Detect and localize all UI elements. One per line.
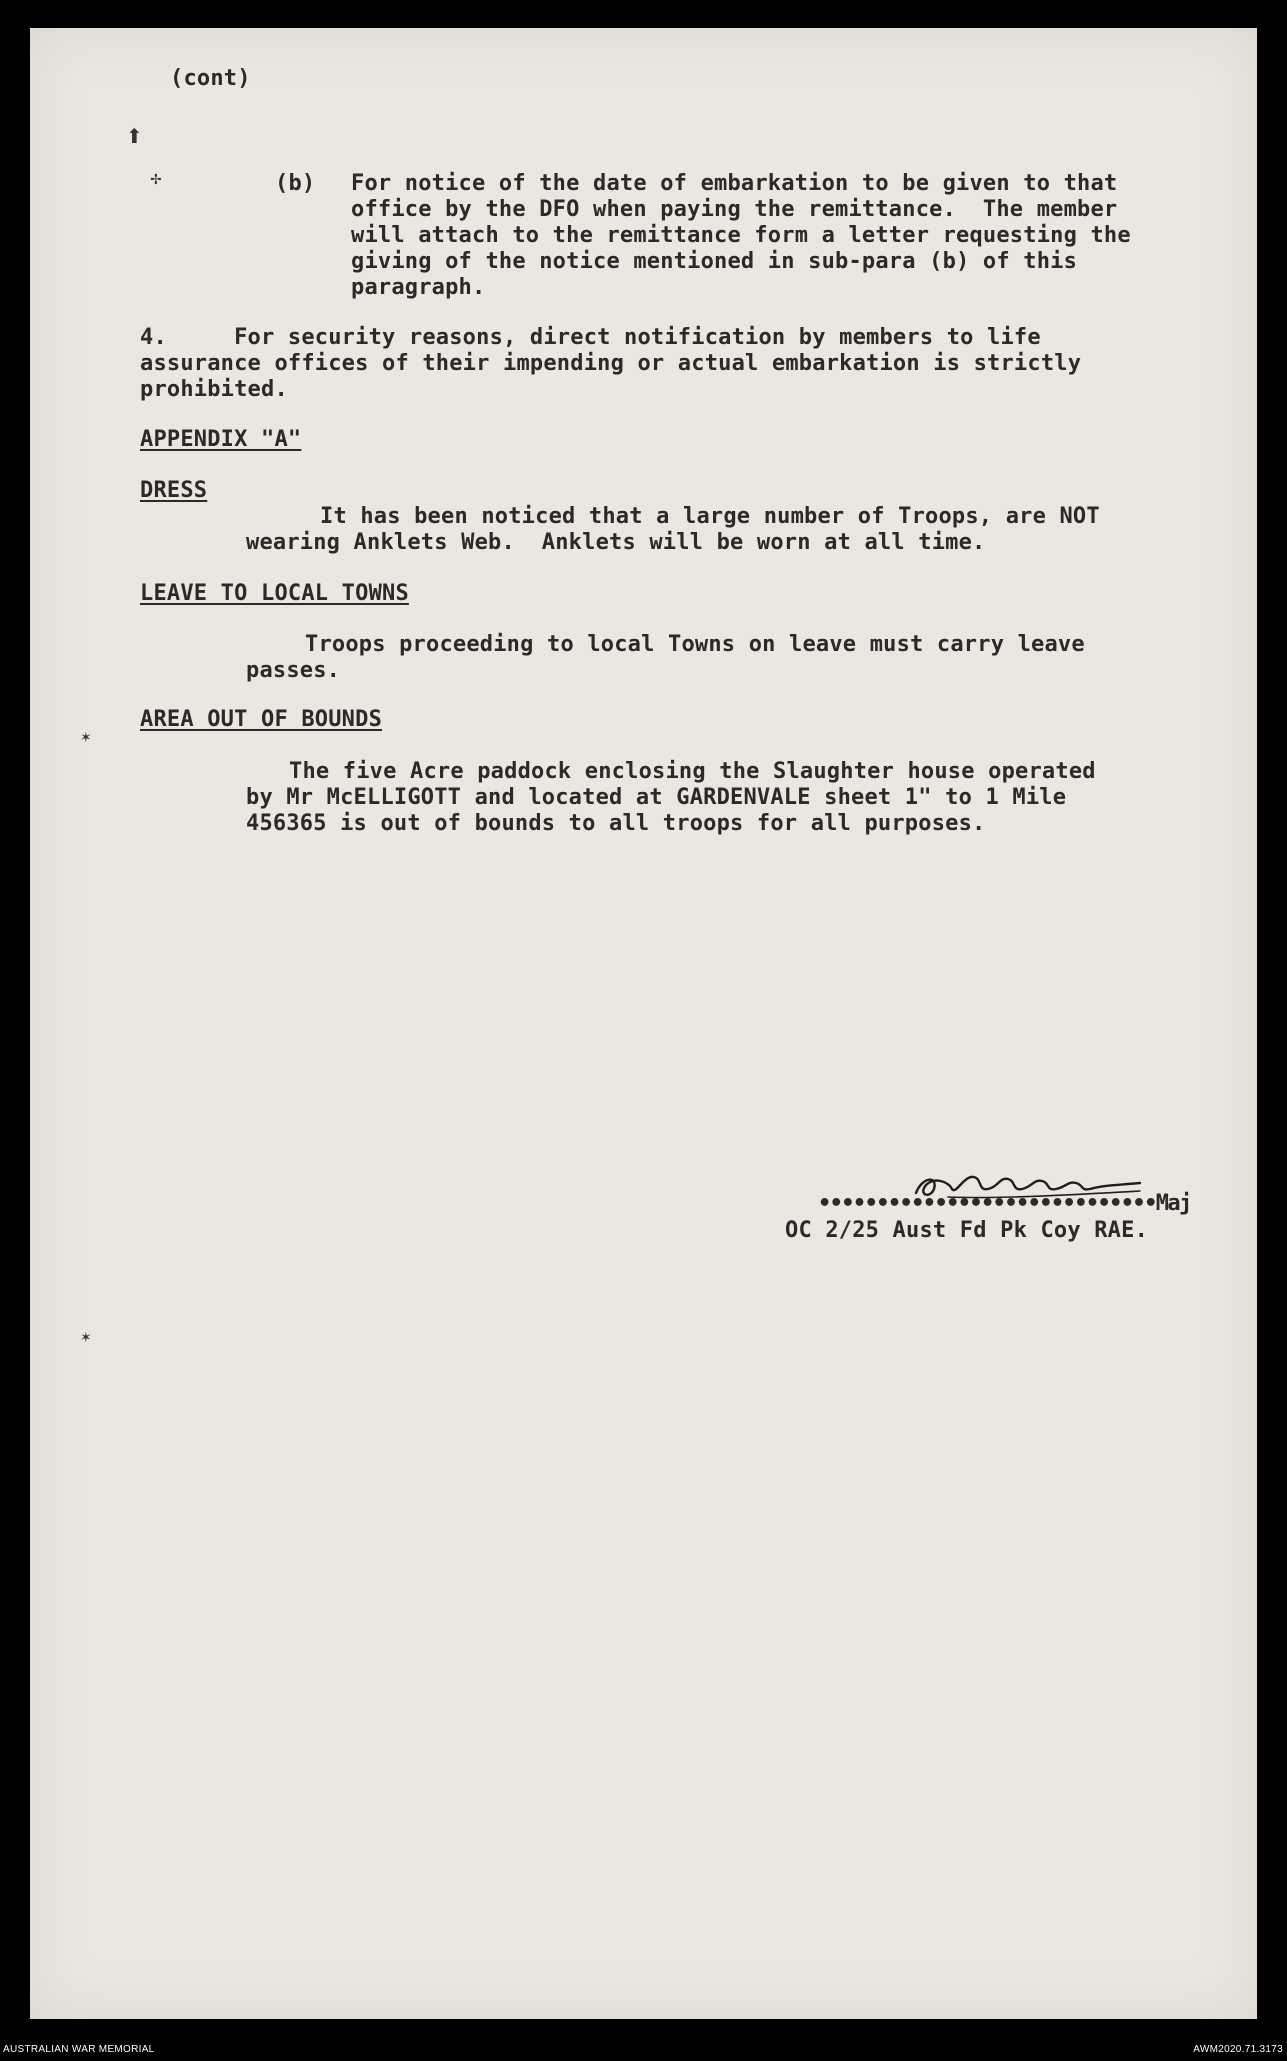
- bounds-line: by Mr McELLIGOTT and located at GARDENVALE sheet 1" to 1 Mile: [246, 785, 1067, 810]
- para-4-line: 4. For security reasons, direct notification by members to life: [140, 325, 1041, 350]
- para-b-label: (b): [275, 171, 316, 196]
- appendix-heading: APPENDIX "A": [140, 427, 302, 452]
- bounds-line: 456365 is out of bounds to all troops for all purposes.: [246, 811, 986, 836]
- bounds-heading: AREA OUT OF BOUNDS: [140, 707, 383, 732]
- bounds-line: The five Acre paddock enclosing the Slaughter house operated: [289, 759, 1096, 784]
- dress-line: It has been noticed that a large number of Troops, are NOT: [320, 504, 1100, 529]
- leave-heading: LEAVE TO LOCAL TOWNS: [140, 581, 409, 606]
- footer-source: AUSTRALIAN WAR MEMORIAL: [3, 2044, 155, 2055]
- arrow-mark-icon: ⬆: [126, 124, 143, 148]
- leave-line: Troops proceeding to local Towns on leave must carry leave: [305, 632, 1085, 657]
- signature-title: OC 2/25 Aust Fd Pk Coy RAE.: [785, 1218, 1149, 1243]
- para-b-line: For notice of the date of embarkation to be given to that: [351, 171, 1118, 196]
- footer-accession-number: AWM2020.71.3173: [1193, 2044, 1283, 2055]
- signature-dots-rank: •••••••••••••••••••••••••••••Maj: [818, 1191, 1191, 1216]
- dress-heading: DRESS: [140, 478, 208, 503]
- pin-hole-icon: ✶: [80, 1330, 92, 1346]
- para-b-line: paragraph.: [351, 275, 486, 300]
- pin-hole-icon: ✶: [80, 730, 92, 746]
- pin-mark-icon: ✢: [150, 172, 162, 188]
- dress-line: wearing Anklets Web. Anklets will be worn at all time.: [246, 530, 986, 555]
- para-4-line: assurance offices of their impending or actual embarkation is strictly: [140, 351, 1082, 376]
- para-b-line: giving of the notice mentioned in sub-para (b) of this: [351, 249, 1078, 274]
- leave-line: passes.: [246, 658, 341, 683]
- cont-label: (cont): [170, 66, 251, 91]
- para-4-line: prohibited.: [140, 377, 288, 402]
- para-b-line: office by the DFO when paying the remittance. The member: [351, 197, 1118, 222]
- para-b-line: will attach to the remittance form a letter requesting the: [351, 223, 1131, 248]
